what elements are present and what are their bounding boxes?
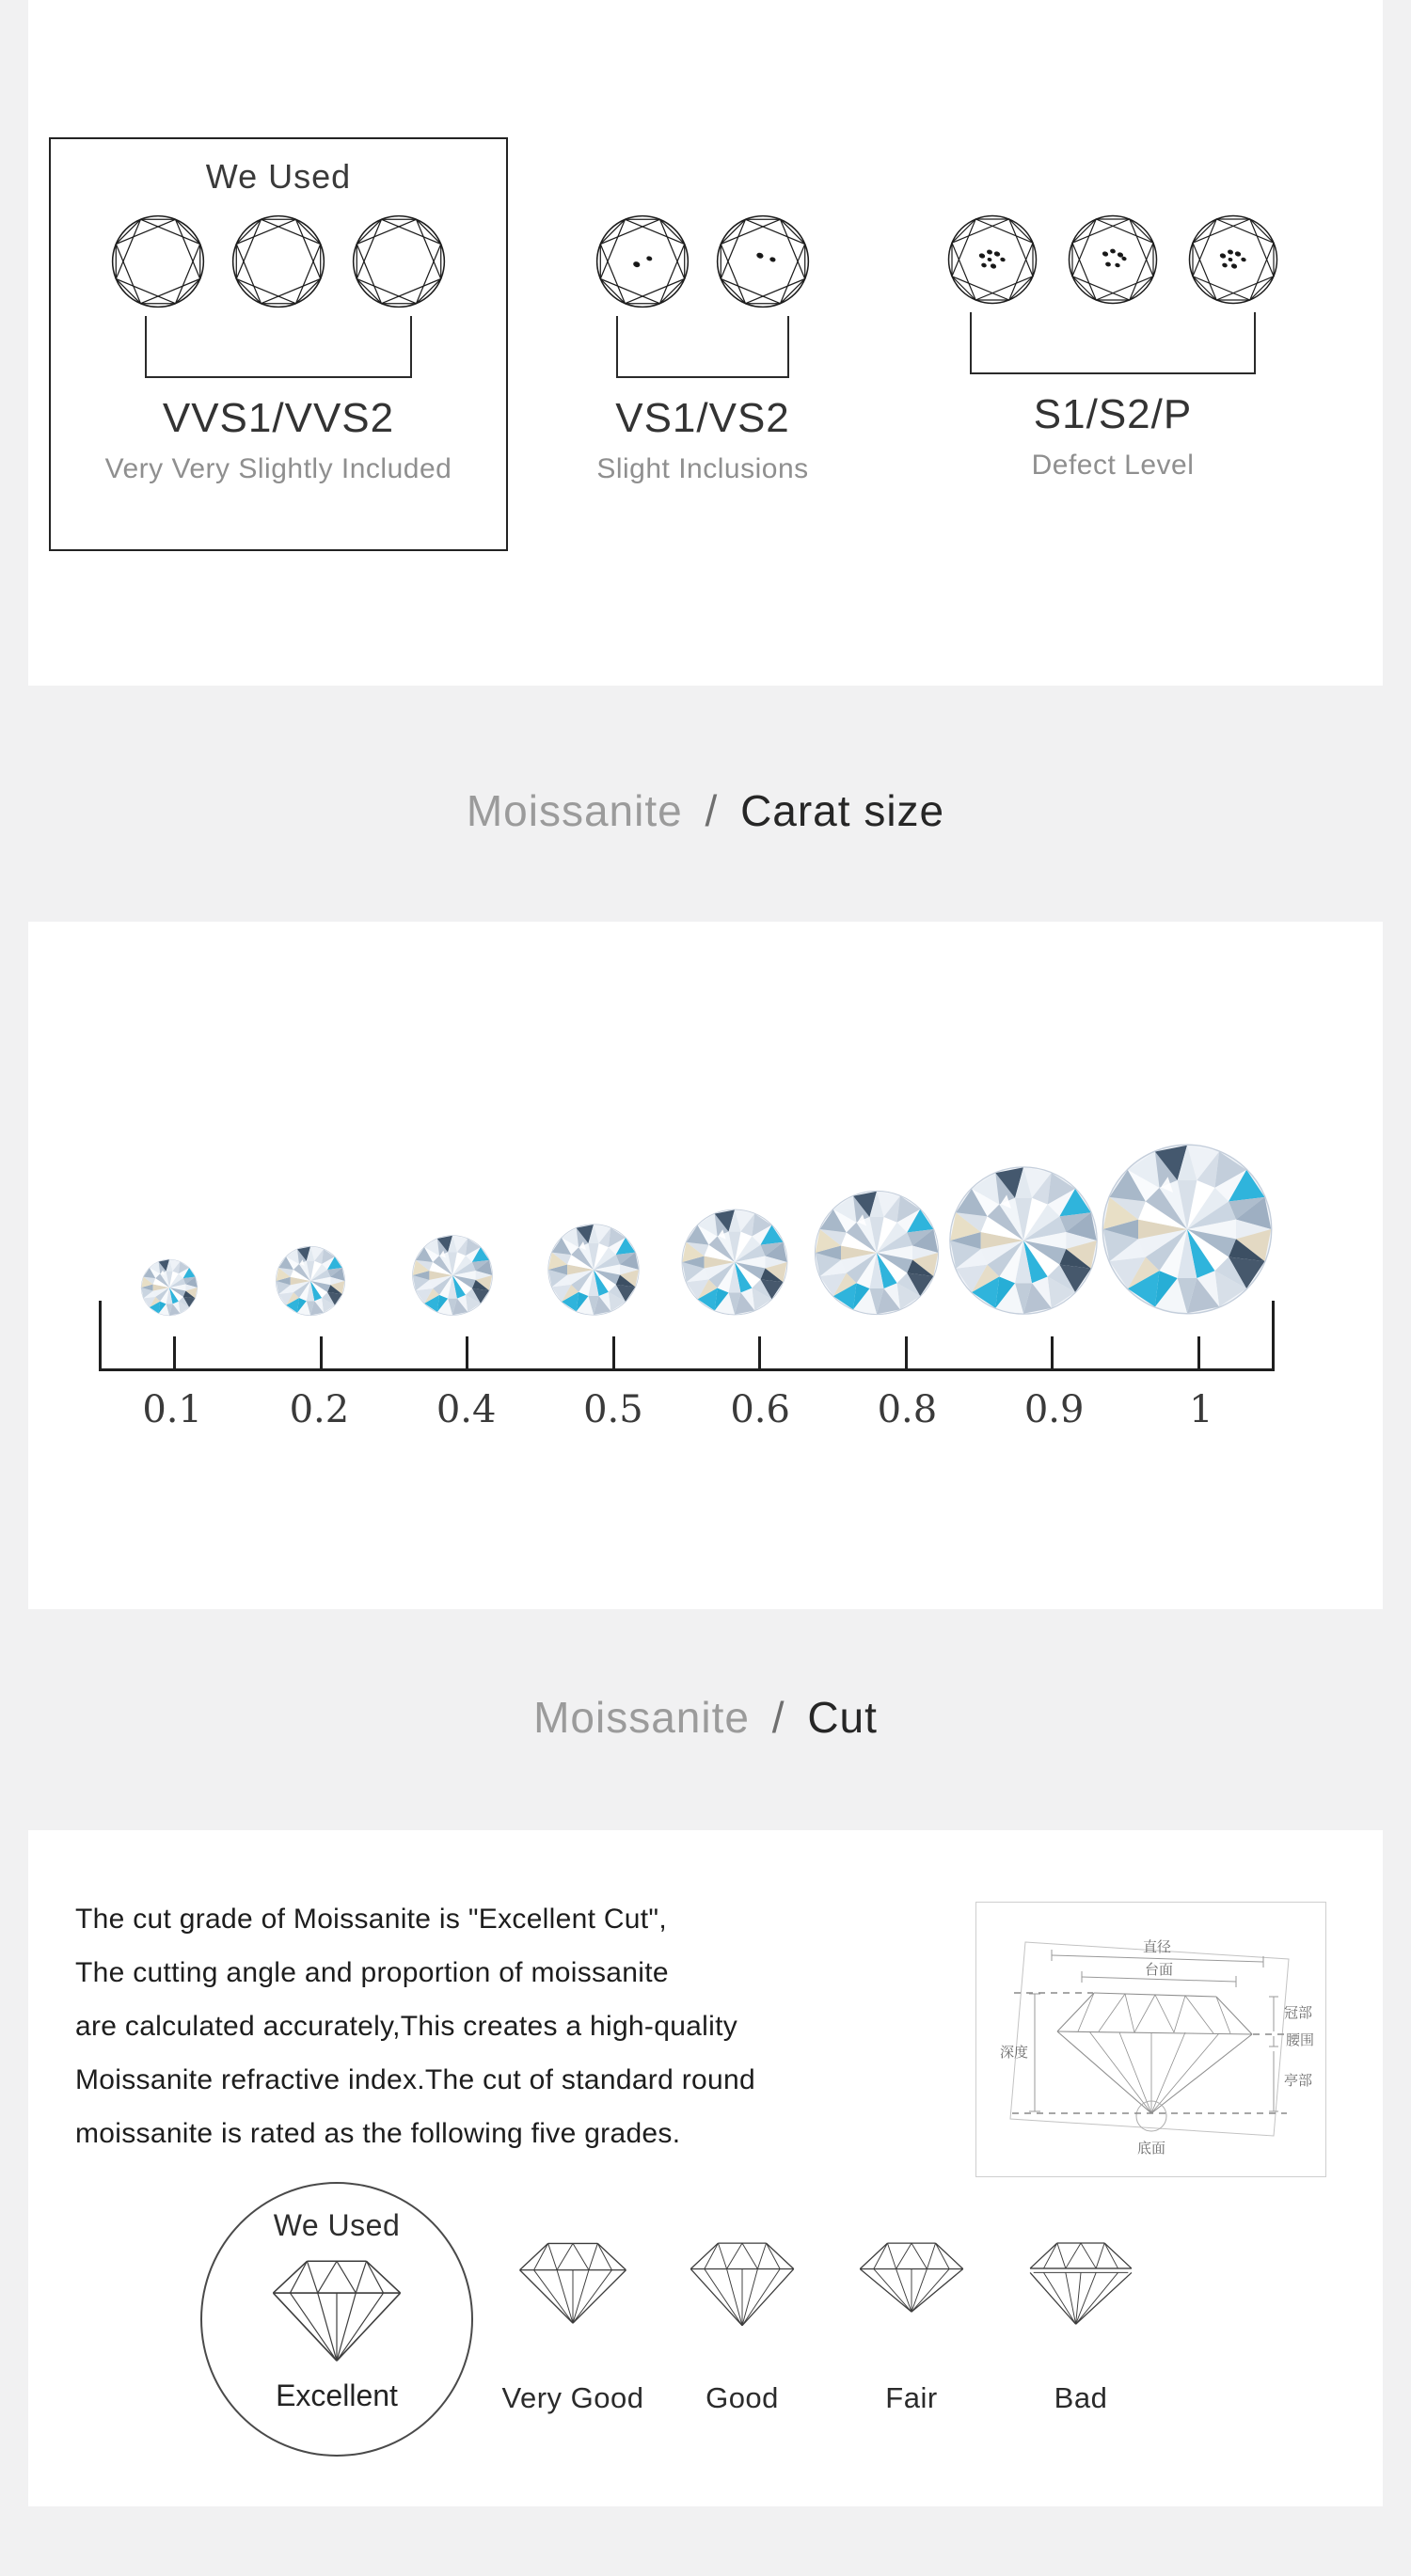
heading-separator: /	[771, 1693, 785, 1742]
diamond-sideview-icon	[827, 2235, 996, 2349]
cut-grade-label: Fair	[885, 2381, 938, 2414]
scale-cell	[1126, 1336, 1273, 1368]
svg-text:台面: 台面	[1144, 1962, 1174, 1978]
carat-diamond-row	[99, 1035, 1275, 1317]
clarity-stones-vs	[547, 213, 858, 310]
cut-paragraph-line: are calculated accurately,This creates a high-quality	[75, 2011, 738, 2042]
cut-paragraph-line: The cutting angle and proportion of moissanite	[75, 1957, 669, 1988]
diamond-topview-icon	[594, 213, 691, 310]
svg-text:亭部: 亭部	[1283, 2073, 1313, 2089]
cut-grade-good	[658, 2235, 827, 2415]
carat-scale-ruler	[99, 1301, 1275, 1371]
cut-heading-band	[0, 1609, 1411, 1830]
diamond-sideview-icon	[996, 2235, 1165, 2349]
heading-separator: /	[705, 786, 719, 835]
we-used-badge: We Used	[273, 2208, 401, 2242]
carat-value: 0.5	[583, 1388, 643, 1431]
scale-tick	[905, 1336, 908, 1368]
cut-section	[28, 1830, 1383, 2506]
cut-grade-verygood	[488, 2235, 658, 2415]
carat-value: 0.8	[877, 1388, 938, 1431]
scale-cell	[102, 1336, 248, 1368]
scale-tick	[1197, 1336, 1200, 1368]
carat-heading-band	[0, 686, 1411, 922]
scale-cell	[979, 1336, 1126, 1368]
scale-tick	[758, 1336, 761, 1368]
scale-tick	[320, 1336, 323, 1368]
scale-cell	[248, 1336, 395, 1368]
cut-grade-excellent-circle	[200, 2182, 473, 2457]
svg-text:直径: 直径	[1142, 1939, 1172, 1955]
clarity-grade-label: VS1/VS2	[615, 395, 790, 441]
cut-grade-label: Good	[706, 2381, 779, 2414]
carat-value: 0.9	[1023, 1388, 1085, 1431]
clarity-grade-label: S1/S2/P	[1033, 391, 1193, 437]
cut-grade-fair	[827, 2235, 996, 2415]
heading-strong: Cut	[807, 1693, 878, 1742]
clarity-grade-label: VVS1/VVS2	[162, 395, 395, 441]
we-used-badge: We Used	[205, 157, 352, 196]
cut-grade-label: Bad	[1054, 2381, 1108, 2414]
diamond-topview-icon	[109, 213, 207, 310]
carat-value: 0.2	[289, 1388, 350, 1431]
scale-tick	[173, 1336, 176, 1368]
diamond-topview-icon	[945, 213, 1039, 307]
cut-heading	[533, 1692, 878, 1743]
carat-diamond-0.9	[947, 1164, 1100, 1317]
carat-heading	[467, 785, 944, 836]
carat-section	[28, 922, 1383, 1609]
scale-cell	[394, 1336, 541, 1368]
group-bracket	[970, 312, 1256, 374]
svg-text:冠部: 冠部	[1283, 2005, 1313, 2021]
group-bracket	[145, 316, 412, 378]
scale-cell	[833, 1336, 980, 1368]
diamond-sideview-icon	[488, 2235, 658, 2349]
svg-text:深度: 深度	[999, 2045, 1029, 2061]
scale-tick	[612, 1336, 615, 1368]
diamond-sideview-icon	[202, 2251, 471, 2373]
carat-labels-row	[99, 1388, 1275, 1431]
cut-grades-row	[28, 1830, 1383, 2506]
carat-diamond-1	[1100, 1142, 1275, 1317]
carat-value: 0.4	[436, 1388, 497, 1431]
scale-tick	[1051, 1336, 1054, 1368]
cut-paragraph-line: Moissanite refractive index.The cut of standard round	[75, 2064, 755, 2095]
clarity-grade-desc: Slight Inclusions	[596, 453, 809, 484]
carat-value: 1	[1189, 1388, 1213, 1431]
heading-muted: Moissanite	[533, 1693, 750, 1742]
scale-cell	[687, 1336, 833, 1368]
group-bracket	[616, 316, 789, 378]
carat-diamond-0.8	[806, 1189, 947, 1317]
diamond-topview-icon	[714, 213, 812, 310]
clarity-grade-desc: Defect Level	[1031, 450, 1195, 481]
clarity-group-vvs	[49, 137, 508, 551]
clarity-stones-s	[862, 213, 1364, 307]
heading-muted: Moissanite	[466, 786, 683, 835]
heading-strong: Carat size	[740, 786, 945, 835]
clarity-group-s	[862, 137, 1364, 482]
clarity-stones-vvs	[51, 213, 506, 310]
cut-paragraph-line: The cut grade of Moissanite is "Excellent Cut",	[75, 1904, 668, 1935]
carat-value: 0.1	[142, 1388, 202, 1431]
svg-text:底面: 底面	[1136, 2141, 1166, 2157]
scale-cell	[541, 1336, 688, 1368]
svg-text:腰围: 腰围	[1285, 2032, 1315, 2048]
clarity-group-vs	[547, 137, 858, 485]
clarity-section	[28, 0, 1383, 686]
cut-grade-label: Excellent	[276, 2378, 398, 2412]
diamond-topview-icon	[350, 213, 448, 310]
diamond-sideview-icon	[658, 2235, 827, 2349]
diamond-topview-icon	[230, 213, 327, 310]
clarity-grade-desc: Very Very Slightly Included	[104, 453, 452, 484]
cut-grade-bad	[996, 2235, 1165, 2415]
scale-tick	[466, 1336, 468, 1368]
diamond-topview-icon	[1186, 213, 1280, 307]
cut-paragraph-line: moissanite is rated as the following five grades.	[75, 2118, 681, 2149]
carat-value: 0.6	[730, 1388, 790, 1431]
diamond-topview-icon	[1066, 213, 1160, 307]
cut-grade-label: Very Good	[501, 2381, 644, 2414]
